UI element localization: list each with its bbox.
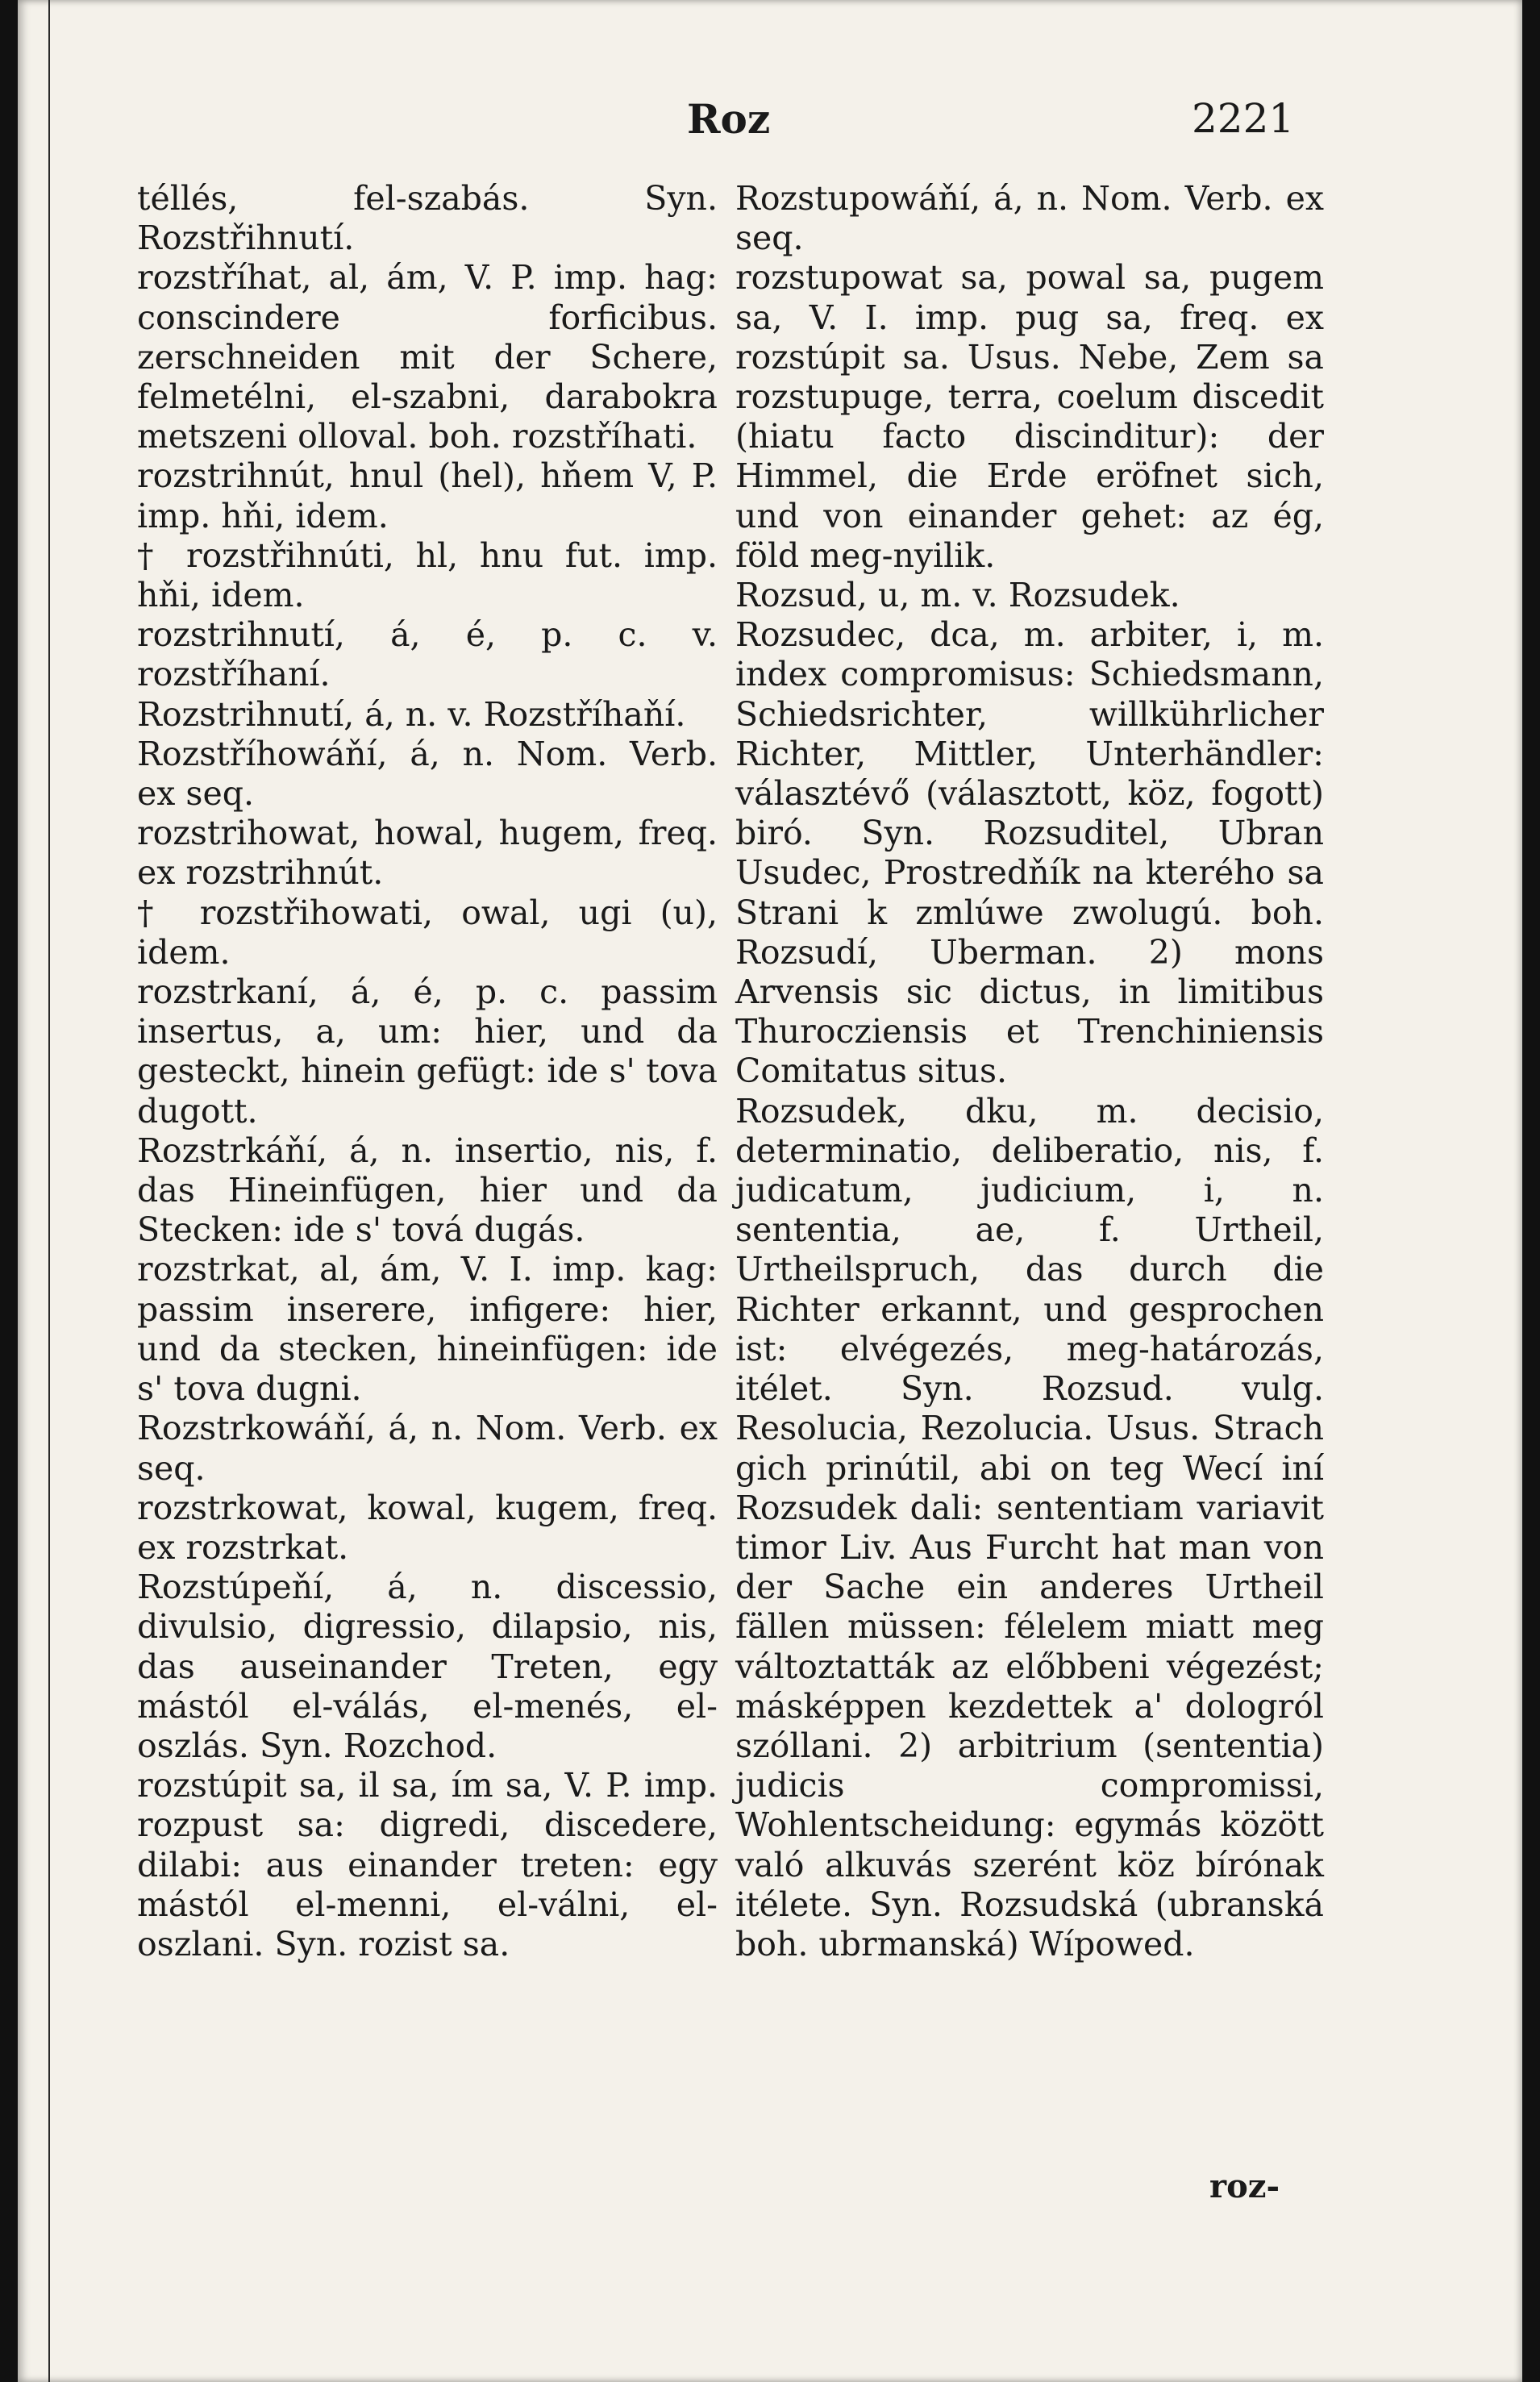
running-header <box>18 95 1522 152</box>
entry: rozstúpit sa, il sa, ím sa, V. P. imp. rozpust sa: digredi, discedere, dilabi: aus einander treten: egy mástól el-menni, el-válni, el-oszlani. Syn. rozist sa. <box>137 1766 718 1963</box>
entry: Rozsudek, dku, m. decisio, determinatio, deliberatio, nis, f. judicatum, judicium, i, n. sententia, ae, f. Urtheil, Urtheilspruch, das durch die Richter erkannt, und gesprochen ist: elvégezés, meg-határozás, itélet. Syn. Rozsud. vulg. Resolucia, Rezolucia. Usus. Strach gich prinútil, abi on teg Wecí iní Rozsudek dali: sententiam variavit timor Liv. Aus Furcht hat man von der Sache ein anderes Urtheil fällen müssen: félelem miatt meg változtatták az előbbeni végezést; másképpen kezdettek a' dologról szóllani. 2) arbitrium (sententia) judicis compromissi, Wohlentscheidung: egymás között való alkuvás szerént köz bírónak itélete. Syn. Rozsudská (ubranská boh. ubrmanská) Wípowed. <box>735 1091 1324 1963</box>
binding-edge <box>48 0 50 2382</box>
entry: rozstrihnút, hnul (hel), hňem V, P. imp. hňi, idem. <box>137 456 718 535</box>
entry: † rozstřihnúti, hl, hnu fut. imp. hňi, idem. <box>137 535 718 615</box>
catchword: roz- <box>1209 2168 1280 2205</box>
left-column <box>137 179 718 1964</box>
entry: Rozstúpeňí, á, n. discessio, divulsio, digressio, dilapsio, nis, das auseinander Treten, egy mástól el-válás, el-menés, el-oszlás. Syn. Rozchod. <box>137 1568 718 1765</box>
dictionary-page <box>18 0 1522 2382</box>
entry: Rozsud, u, m. v. Rozsudek. <box>735 576 1180 615</box>
entry: Rozstříhowáňí, á, n. Nom. Verb. ex seq. <box>137 734 718 814</box>
entry: rozstrkowat, kowal, kugem, freq. ex rozstrkat. <box>137 1488 718 1567</box>
entry: Rozsudec, dca, m. arbiter, i, m. index compromisus: Schiedsmann, Schiedsrichter, willkührlicher Richter, Mittler, Unterhändler: választévő (választott, köz, fogott) biró. Syn. Rozsuditel, Ubran Usudec, Prostredňík na kterého sa Strani k zmlúwe zwolugú. boh. Rozsudí, Uberman. 2) mons Arvensis sic dictus, in limitibus Thurocziensis et Trenchiniensis Comitatus situs. <box>735 615 1324 1091</box>
header-word: Roz <box>687 95 771 143</box>
entry: † rozstřihowati, owal, ugi (u), idem. <box>137 893 718 972</box>
entry: Rozstrihnutí, á, n. v. Rozstříhaňí. <box>137 694 686 734</box>
right-column <box>735 179 1324 1964</box>
entry: rozstrkaní, á, é, p. c. passim insertus, a, um: hier, und da gesteckt, hinein gefügt: ide s' tova dugott. <box>137 972 718 1131</box>
entry: téllés, fel-szabás. Syn. Rozstřihnutí. <box>137 179 718 258</box>
entry: Rozstupowáňí, á, n. Nom. Verb. ex seq. <box>735 179 1324 258</box>
entry: rozstříhat, al, ám, V. P. imp. hag: conscindere forficibus. zerschneiden mit der Schere, felmetélni, el-szabni, darabokra metszeni olloval. boh. rozstříhati. <box>137 258 718 456</box>
entry: Rozstrkáňí, á, n. insertio, nis, f. das Hineinfügen, hier und da Stecken: ide s' tová dugás. <box>137 1131 718 1250</box>
entry: rozstrkat, al, ám, V. I. imp. kag: passim inserere, infigere: hier, und da stecken, hineinfügen: ide s' tova dugni. <box>137 1250 718 1409</box>
entry: Rozstrkowáňí, á, n. Nom. Verb. ex seq. <box>137 1409 718 1488</box>
page-number: 2221 <box>1192 95 1295 142</box>
entry: rozstrihnutí, á, é, p. c. v. rozstříhaní. <box>137 615 718 694</box>
entry: rozstrihowat, howal, hugem, freq. ex rozstrihnút. <box>137 814 718 893</box>
entry: rozstupowat sa, powal sa, pugem sa, V. I. imp. pug sa, freq. ex rozstúpit sa. Usus. Nebe, Zem sa rozstupuge, terra, coelum discedit (hiatu facto discinditur): der Himmel, die Erde eröfnet sich, und von einander gehet: az ég, föld meg-nyilik. <box>735 258 1324 575</box>
